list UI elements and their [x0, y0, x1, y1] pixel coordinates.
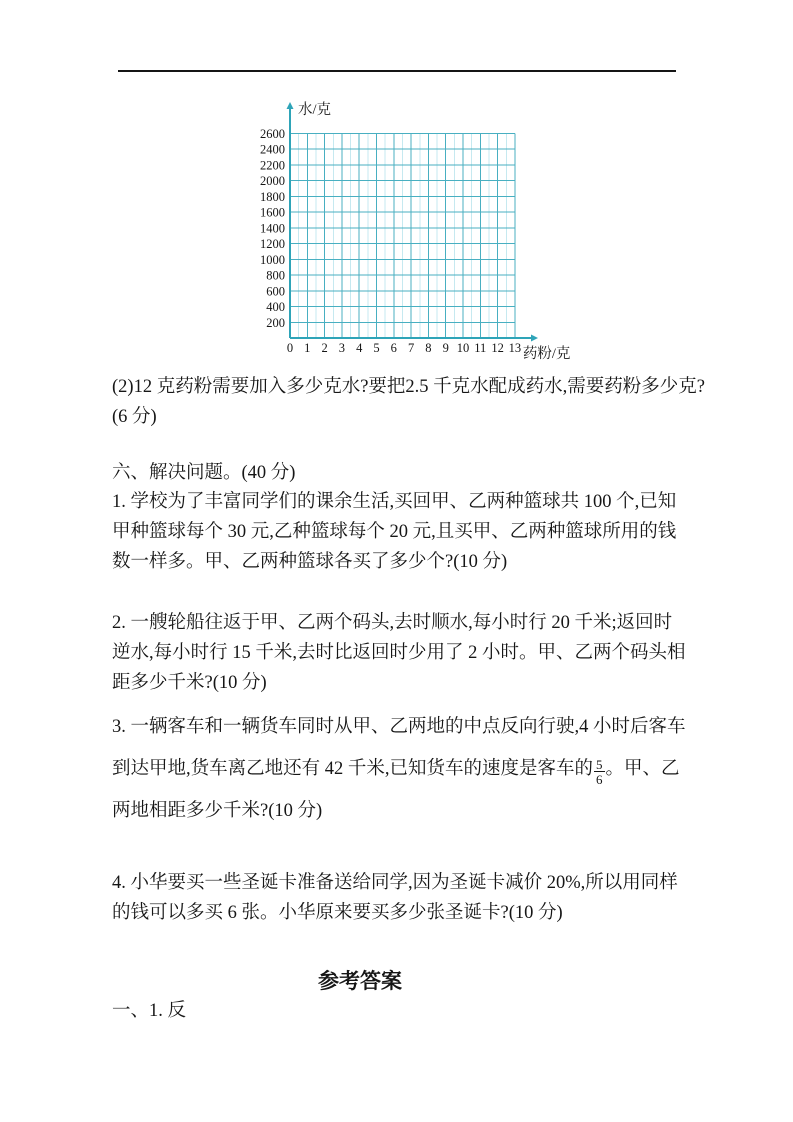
x-tick-label: 0 [286, 341, 294, 355]
y-tick-label: 1400 [260, 221, 285, 236]
x-tick-label: 7 [407, 341, 415, 355]
section-six-header: 六、解决问题。(40 分) [112, 463, 296, 483]
fraction-five-sixths [594, 758, 605, 787]
y-tick-label: 800 [266, 268, 285, 283]
x-tick-label: 10 [456, 341, 470, 355]
x-tick-label: 1 [304, 341, 311, 355]
x-tick-label: 13 [508, 341, 522, 355]
question-3-text-after: 。甲、乙两地相距多少千米?(10 分) [112, 759, 680, 821]
x-tick-label: 3 [338, 341, 346, 355]
fraction-denominator: 6 [596, 772, 603, 788]
question-1-text: 1. 学校为了丰富同学们的课余生活,买回甲、乙两种篮球共 100 个,已知甲种篮球每个 30 元,乙种篮球每个 20 元,且买甲、乙两种篮球所用的钱数一样多。甲、乙两种篮球各买了多少个?(10 分) [112, 492, 677, 572]
x-tick-label: 8 [425, 341, 432, 355]
y-tick-label: 2000 [260, 174, 285, 188]
x-tick-label: 11 [474, 341, 487, 355]
fraction-numerator: 5 [596, 757, 603, 773]
y-tick-label: 1200 [260, 237, 285, 251]
x-tick-label: 5 [373, 341, 380, 355]
y-tick-label: 1000 [260, 252, 285, 267]
question5-part2-text: (2)12 克药粉需要加入多少克水?要把2.5 千克水配成药水,需要药粉多少克?(6 分) [112, 377, 705, 427]
y-tick-label: 200 [266, 315, 285, 330]
question-3-text-before: 3. 一辆客车和一辆货车同时从甲、乙两地的中点反向行驶,4 小时后客车到达甲地,货车离乙地还有 42 千米,已知货车的速度是客车的 [112, 717, 686, 779]
question-4-text: 4. 小华要买一些圣诞卡准备送给同学,因为圣诞卡减价 20%,所以用同样的钱可以多买 6 张。小华原来要买多少张圣诞卡?(10 分) [112, 873, 678, 923]
y-axis-title: 水/克 [298, 102, 332, 118]
x-tick-label: 2 [321, 341, 328, 355]
y-tick-label: 400 [266, 300, 285, 314]
y-tick-label: 600 [266, 284, 285, 299]
x-tick-label: 9 [442, 341, 449, 355]
y-axis-arrow-icon [287, 102, 294, 109]
y-tick-label: 1600 [260, 205, 285, 220]
y-tick-label: 2200 [260, 158, 285, 173]
x-tick-label: 12 [491, 341, 504, 355]
ratio-grid-chart [230, 88, 580, 380]
y-tick-label: 1800 [260, 189, 285, 204]
section-divider [118, 70, 676, 72]
x-axis-arrow-icon [531, 335, 538, 342]
grid-chart-svg [230, 88, 580, 380]
y-tick-label: 2600 [260, 126, 285, 141]
question-3-text [112, 706, 690, 832]
answer-item-one: 一、1. 反 [112, 1001, 187, 1021]
x-axis-title: 药粉/克 [522, 346, 571, 362]
grid-minor-lines [299, 133, 507, 338]
question-2-text: 2. 一艘轮船往返于甲、乙两个码头,去时顺水,每小时行 20 千米;返回时逆水,每小时行 15 千米,去时比返回时少用了 2 小时。甲、乙两个码头相距多少千米?(10 分) [112, 613, 686, 693]
x-tick-label: 4 [356, 341, 363, 355]
x-tick-label: 6 [390, 341, 397, 355]
y-tick-label: 2400 [260, 142, 285, 157]
reference-answers-title: 参考答案 [318, 969, 402, 993]
